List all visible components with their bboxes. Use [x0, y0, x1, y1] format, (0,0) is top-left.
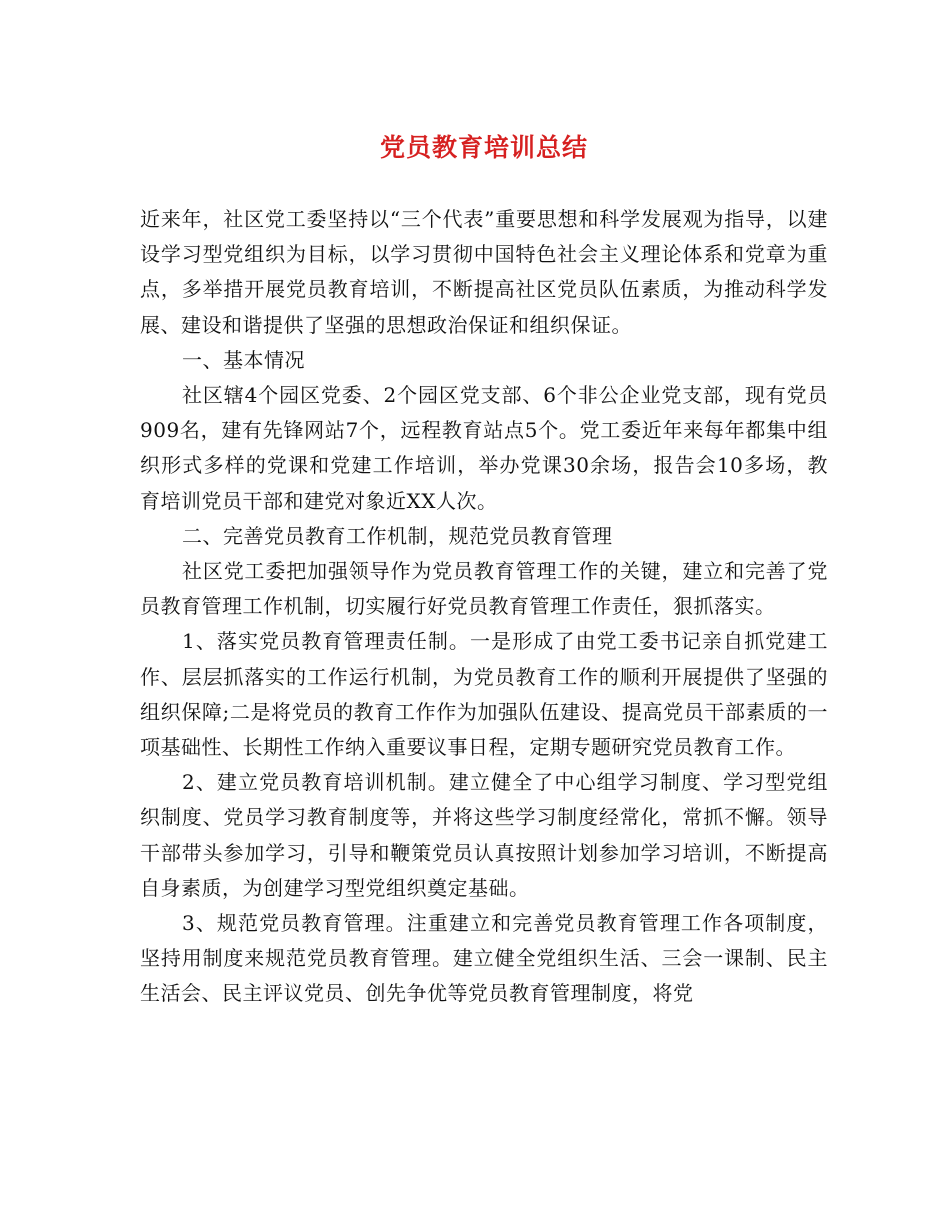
body-paragraph: 2、建立党员教育培训机制。建立健全了中心组学习制度、学习型党组织制度、党员学习教育制度等，并将这些学习制度经常化，常抓不懈。领导干部带头参加学习，引导和鞭策党员认真按照计划参加学习培训，不断提高自身素质，为创建学习型党组织奠定基础。	[140, 770, 828, 900]
body-paragraph: 社区辖4个园区党委、2个园区党支部、6个非公企业党支部，现有党员909名，建有先锋网站7个，远程教育站点5个。党工委近年来每年都集中组织形式多样的党课和党建工作培训，举办党课30余场，报告会10多场，教育培训党员干部和建党对象近XX人次。	[140, 383, 828, 513]
body-paragraph: 3、规范党员教育管理。注重建立和完善党员教育管理工作各项制度，坚持用制度来规范党员教育管理。建立健全党组织生活、三会一课制、民主生活会、民主评议党员、创先争优等党员教育管理制度，将党	[140, 911, 828, 1006]
body-paragraph: 1、落实党员教育管理责任制。一是形成了由党工委书记亲自抓党建工作、层层抓落实的工作运行机制，为党员教育工作的顺利开展提供了坚强的组织保障;二是将党员的教育工作作为加强队伍建设、提高党员干部素质的一项基础性、长期性工作纳入重要议事日程，定期专题研究党员教育工作。	[140, 629, 828, 760]
section-heading-basic-situation: 一、基本情况	[182, 347, 305, 372]
section-heading-mechanism: 二、完善党员教育工作机制，规范党员教育管理	[182, 523, 613, 548]
document-title: 党员教育培训总结	[379, 133, 588, 162]
body-paragraph: 社区党工委把加强领导作为党员教育管理工作的关键，建立和完善了党员教育管理工作机制，切实履行好党员教育管理工作责任，狠抓落实。	[140, 559, 828, 619]
intro-paragraph: 近来年，社区党工委坚持以“三个代表”重要思想和科学发展观为指导，以建设学习型党组织为目标，以学习贯彻中国特色社会主义理论体系和党章为重点，多举措开展党员教育培训，不断提高社区党员队伍素质，为推动科学发展、建设和谐提供了坚强的思想政治保证和组织保证。	[140, 207, 828, 337]
